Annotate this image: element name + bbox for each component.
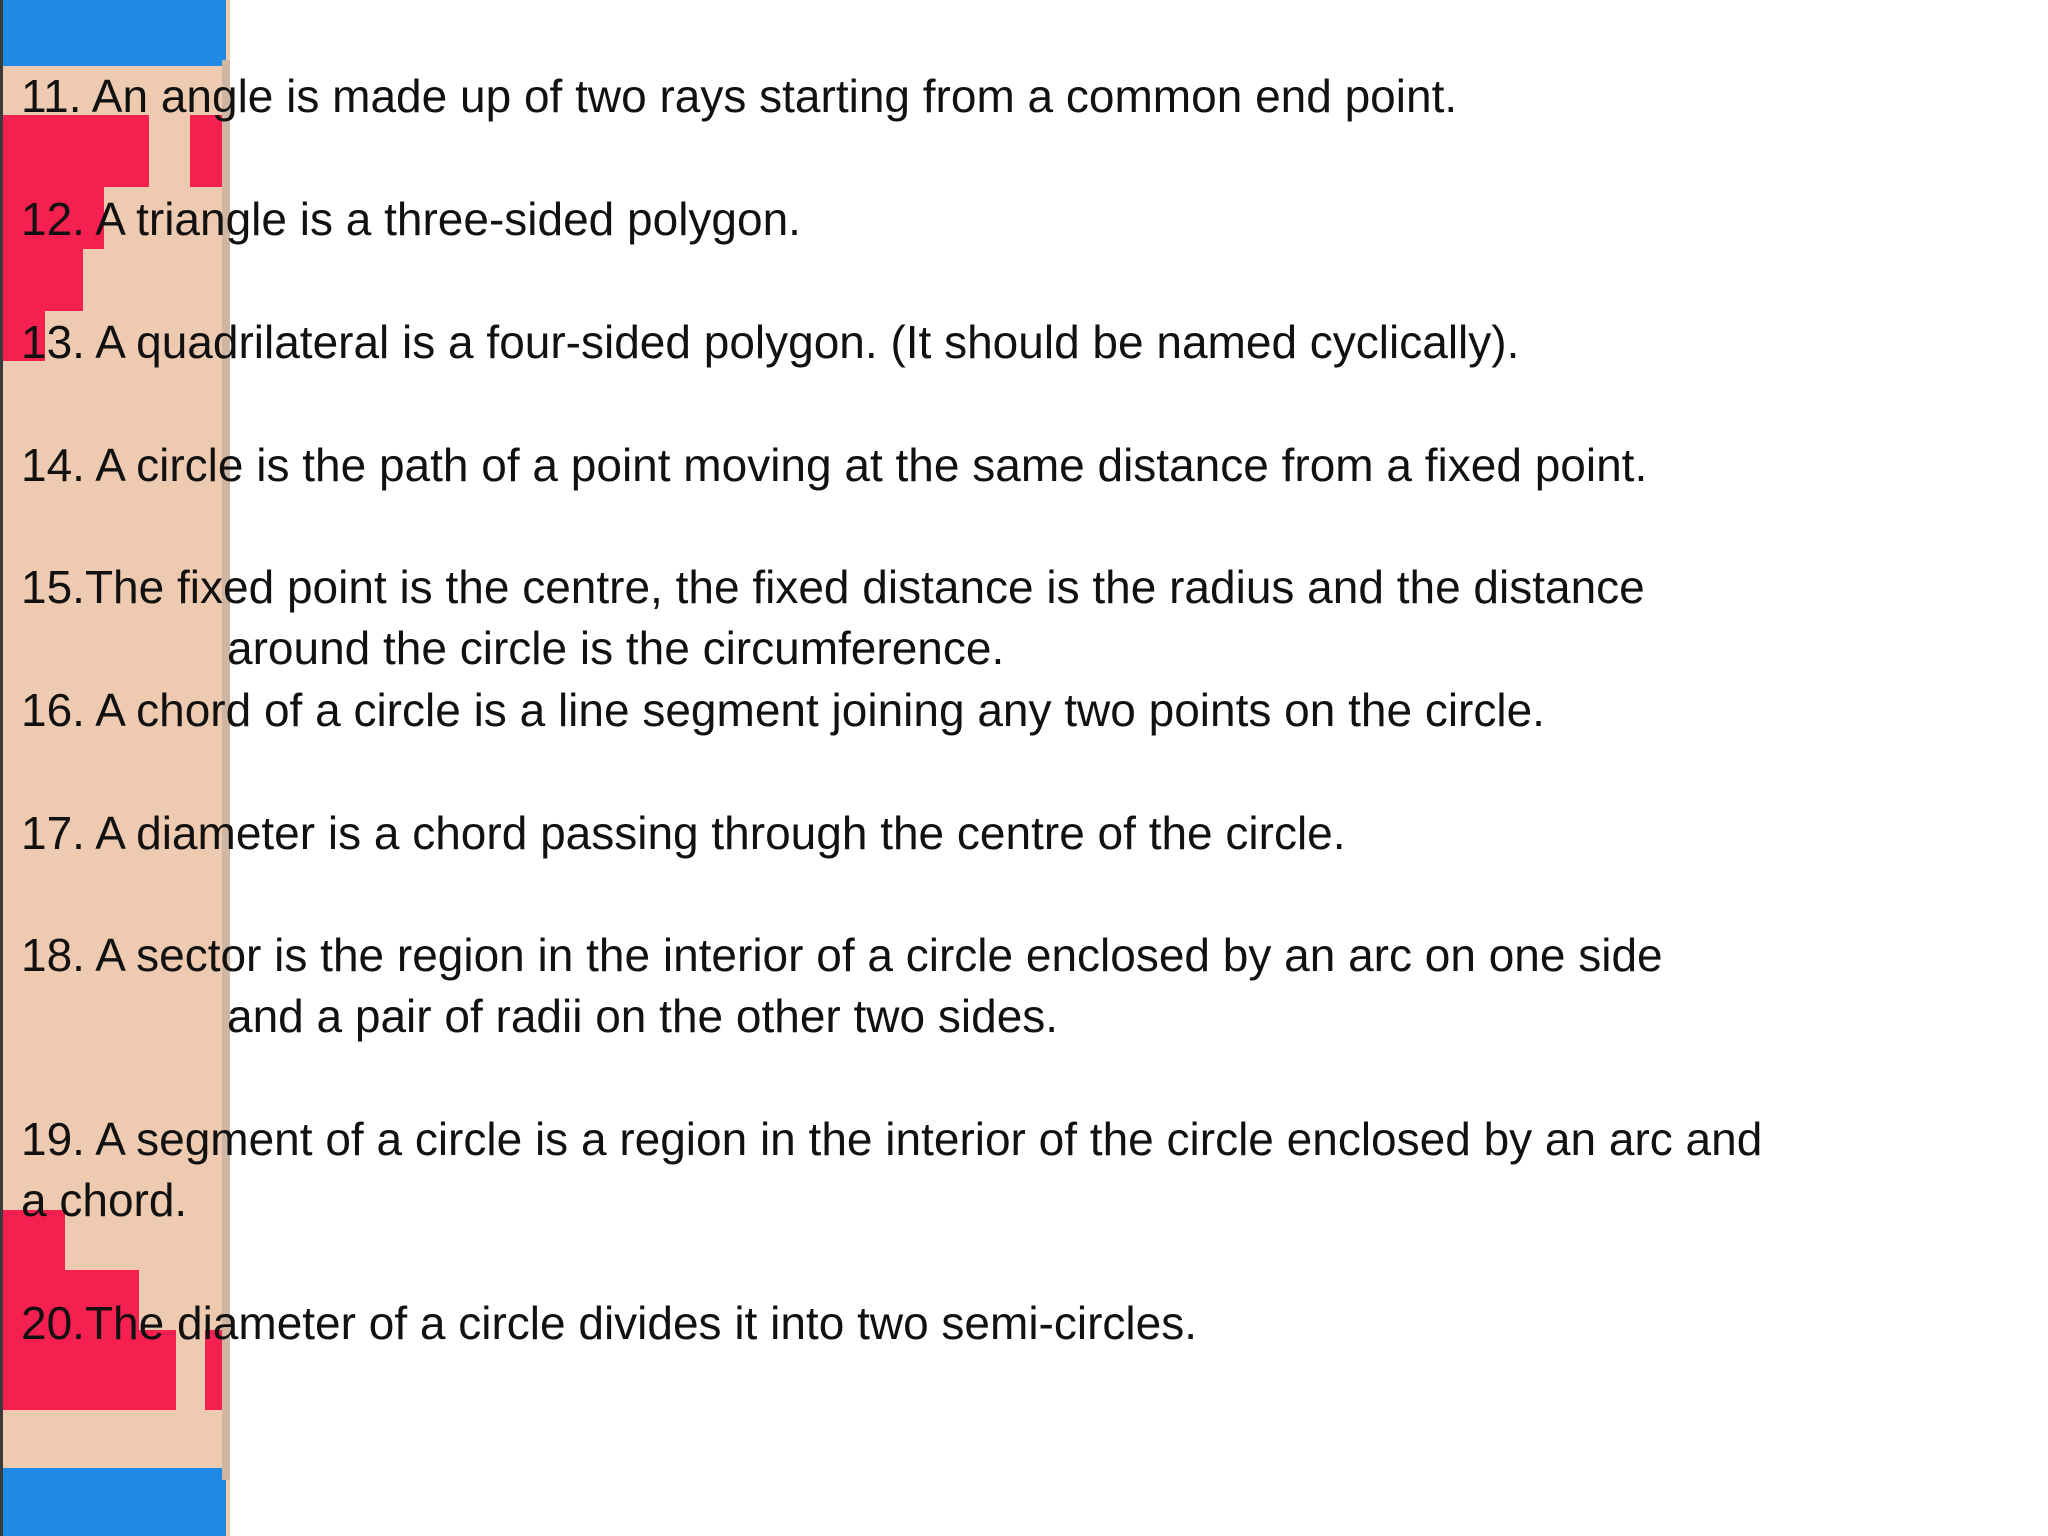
definition-text: 13. A quadrilateral is a four-sided polygon. (It should be named cyclically). [21, 316, 1520, 368]
definition-continuation: a chord. [21, 1174, 188, 1226]
definition-item-12 [21, 189, 2031, 250]
definition-item-15 [21, 557, 2031, 679]
definition-item-13 [21, 312, 2031, 373]
definition-continuation: and a pair of radii on the other two sides. [227, 990, 1059, 1042]
strip-right-edge [222, 60, 230, 1480]
pink-block [3, 249, 83, 311]
definition-item-11 [21, 66, 2031, 127]
definition-item-20 [21, 1293, 2031, 1354]
definition-text: 20.The diameter of a circle divides it into two semi-circles. [21, 1297, 1197, 1349]
definition-text: 19. A segment of a circle is a region in the interior of the circle enclosed by an arc and [21, 1113, 1763, 1165]
definition-text: 11. An angle is made up of two rays starting from a common end point. [21, 70, 1458, 122]
definition-continuation: around the circle is the circumference. [227, 622, 1005, 674]
definition-text: 17. A diameter is a chord passing through the centre of the circle. [21, 807, 1346, 859]
definition-item-14 [21, 435, 2031, 496]
definition-item-18 [21, 925, 2031, 1047]
definition-text: 14. A circle is the path of a point moving at the same distance from a fixed point. [21, 439, 1648, 491]
definition-text: 16. A chord of a circle is a line segment joining any two points on the circle. [21, 684, 1545, 736]
definition-item-16 [21, 680, 2031, 741]
definition-item-17 [21, 803, 2031, 864]
bottom-blue-block [3, 1468, 226, 1536]
top-blue-block [3, 0, 226, 66]
definition-text: 18. A sector is the region in the interior of a circle enclosed by an arc on one side [21, 929, 1663, 981]
definition-item-19 [21, 1109, 2031, 1231]
definition-text: 12. A triangle is a three-sided polygon. [21, 193, 801, 245]
definition-text: 15.The fixed point is the centre, the fixed distance is the radius and the distance [21, 561, 1645, 613]
